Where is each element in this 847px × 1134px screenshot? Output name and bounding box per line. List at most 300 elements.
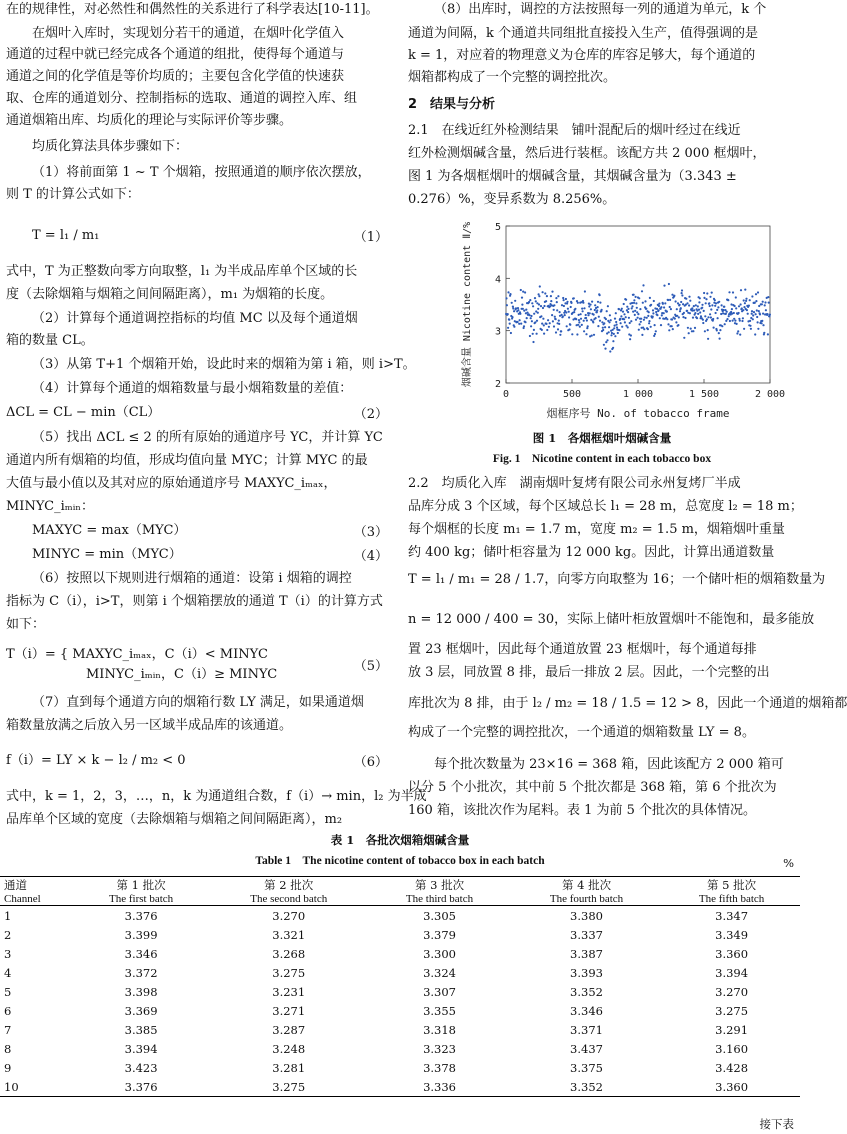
data-point [546, 295, 548, 297]
value-cell: 3.323 [423, 1041, 456, 1056]
data-point [718, 301, 720, 303]
data-point [653, 335, 655, 337]
data-point [715, 302, 717, 304]
data-point [752, 314, 754, 316]
data-point [686, 310, 688, 312]
data-point [696, 317, 698, 319]
data-point [641, 334, 643, 336]
text-line: 品库单个区域的宽度（去除烟箱与烟箱之间间隔距离），m₂ [6, 812, 343, 827]
data-point [623, 318, 625, 320]
text-line: T = l₁ / m₁ = 28 / 1.7，向零方向取整为 16；一个储叶柜的烟箱数量为 [408, 572, 826, 587]
data-point [610, 319, 612, 321]
data-point [545, 300, 547, 302]
header-cn: 第 3 批次 [414, 878, 465, 892]
data-point [641, 290, 643, 292]
data-point [552, 320, 554, 322]
data-point [643, 328, 645, 330]
data-point [755, 313, 757, 315]
value-cell: 3.378 [423, 1060, 456, 1075]
data-point [615, 321, 617, 323]
data-point [692, 317, 694, 319]
channel-cell: 9 [4, 1060, 12, 1075]
data-point [679, 304, 681, 306]
data-point [755, 300, 757, 302]
data-point [618, 329, 620, 331]
text-line: 则 T 的计算公式如下： [6, 187, 140, 202]
text-line: 烟箱都构成了一个完整的调控批次。 [408, 70, 617, 85]
data-point [741, 307, 743, 309]
data-point [629, 338, 631, 340]
data-point [654, 333, 656, 335]
value-cell: 3.394 [715, 965, 749, 980]
data-point [530, 325, 532, 327]
data-point [568, 328, 570, 330]
data-point [709, 305, 711, 307]
text-line: （4）计算每个通道的烟箱数量与最小烟箱数量的差值： [32, 381, 353, 396]
data-point [573, 297, 575, 299]
value-cell: 3.270 [272, 908, 306, 923]
data-point [593, 334, 595, 336]
data-point [756, 309, 758, 311]
table-row [0, 982, 800, 1001]
data-point [729, 320, 731, 322]
data-point [682, 316, 684, 318]
data-point [614, 335, 616, 337]
table-row [0, 944, 800, 963]
data-point [571, 333, 573, 335]
data-point [615, 312, 617, 314]
data-point [591, 301, 593, 303]
value-cell: 3.275 [272, 965, 306, 980]
data-point [725, 313, 727, 315]
data-point [736, 323, 738, 325]
data-point [663, 312, 665, 314]
data-point [704, 330, 706, 332]
data-point [646, 317, 648, 319]
data-point [744, 302, 746, 304]
data-point [765, 309, 767, 311]
data-point [730, 303, 732, 305]
data-point [558, 320, 560, 322]
data-point [616, 324, 618, 326]
text-line: 在的规律性，对必然性和偶然性的关系进行了科学表达[10-11]。 [6, 2, 379, 17]
data-point [585, 317, 587, 319]
data-point [769, 314, 771, 316]
data-point [680, 307, 682, 309]
data-point [716, 309, 718, 311]
data-point [513, 326, 515, 328]
data-point [562, 316, 564, 318]
data-point [585, 314, 587, 316]
data-point [578, 319, 580, 321]
data-point [599, 320, 601, 322]
data-point [622, 311, 624, 313]
data-point [726, 311, 728, 313]
value-cell: 3.231 [272, 984, 306, 999]
data-point [594, 309, 596, 311]
equation-6: f（i）= LY × k − l₂ / m₂ < 0 [6, 753, 186, 768]
data-point [544, 292, 546, 294]
data-point [745, 298, 747, 300]
data-point [749, 299, 751, 301]
value-cell: 3.372 [124, 965, 158, 980]
data-point [541, 329, 543, 331]
table-header-row [0, 877, 800, 906]
equation-5-line-1: T（i）= { MAXYC_iₘₐₓ，C（i）< MINYC [6, 647, 268, 662]
data-point [528, 301, 530, 303]
y-tick-label: 2 [494, 379, 501, 390]
table-row [0, 1020, 800, 1039]
data-point [528, 314, 530, 316]
data-point [733, 312, 735, 314]
data-point [666, 318, 668, 320]
equation-2: ΔCL = CL − min（CL） [6, 405, 161, 420]
data-point [648, 320, 650, 322]
value-cell: 3.305 [423, 908, 456, 923]
data-point [647, 315, 649, 317]
data-point [644, 300, 646, 302]
data-point [597, 301, 599, 303]
data-point [547, 319, 549, 321]
data-point [629, 322, 631, 324]
data-point [596, 309, 598, 311]
text-line: 放 3 层，同放置 8 排，最后一排放 2 层。因此，一个完整的出 [408, 665, 770, 680]
header-en: The second batch [250, 893, 328, 905]
data-point [556, 309, 558, 311]
data-point [540, 305, 542, 307]
channel-cell: 10 [0, 1077, 74, 1097]
data-point [719, 329, 721, 331]
data-point [632, 311, 634, 313]
data-point [720, 313, 722, 315]
data-point [753, 311, 755, 313]
y-tick-label: 4 [494, 274, 501, 286]
data-point [518, 323, 520, 325]
data-point [701, 307, 703, 309]
value-cell: 3.352 [510, 1077, 663, 1097]
nicotine-table [0, 876, 800, 1097]
data-point [723, 306, 725, 308]
data-point [565, 298, 567, 300]
header-batch-1 [74, 877, 208, 906]
data-point [555, 331, 557, 333]
data-point [742, 317, 744, 319]
data-point [663, 306, 665, 308]
header-batch-4 [510, 877, 663, 906]
data-point [762, 324, 764, 326]
data-point [699, 297, 701, 299]
data-point [699, 311, 701, 313]
text-line: （2）计算每个通道调控指标的均值 MC 以及每个通道烟 [32, 311, 358, 326]
data-point [722, 312, 724, 314]
table-row [0, 963, 800, 982]
data-point [554, 316, 556, 318]
data-point [671, 294, 673, 296]
data-point [768, 302, 770, 304]
data-point [583, 330, 585, 332]
data-point [631, 302, 633, 304]
data-point [755, 293, 757, 295]
data-point [688, 296, 690, 298]
value-cell: 3.385 [124, 1022, 158, 1037]
value-cell: 3.375 [570, 1060, 603, 1075]
data-point [728, 315, 730, 317]
data-point [534, 297, 536, 299]
x-tick-label: 0 [502, 389, 510, 400]
data-point [634, 310, 636, 312]
data-point [532, 333, 534, 335]
data-point [625, 316, 627, 318]
data-point [707, 316, 709, 318]
text-line: 度（去除烟箱与烟箱之间间隔距离），m₁ 为烟箱的长度。 [6, 287, 334, 302]
data-point [562, 297, 564, 299]
data-point [666, 310, 668, 312]
data-point [709, 313, 711, 315]
header-batch-5 [663, 877, 800, 906]
data-point [640, 321, 642, 323]
data-point [532, 341, 534, 343]
data-point [521, 304, 523, 306]
text-line: 构成了一个完整的调控批次，一个通道的烟箱数量 LY = 8。 [408, 725, 755, 740]
header-cn: 第 2 批次 [264, 878, 314, 892]
text-line: 式中，T 为正整数向零方向取整，l₁ 为半成品库单个区域的长 [6, 264, 358, 279]
data-point [531, 302, 533, 304]
data-point [693, 309, 695, 311]
value-cell: 3.398 [124, 984, 158, 999]
data-point [635, 319, 637, 321]
data-point [678, 316, 680, 318]
data-point [655, 330, 657, 332]
data-point [743, 328, 745, 330]
data-point [515, 307, 517, 309]
data-point [607, 305, 609, 307]
value-cell: 3.287 [272, 1022, 306, 1037]
text-line: 如下： [6, 617, 46, 632]
data-point [638, 329, 640, 331]
value-cell: 3.380 [570, 908, 603, 923]
data-point [551, 291, 553, 293]
data-point [546, 329, 548, 331]
data-point [627, 311, 629, 313]
data-point [758, 305, 760, 307]
data-point [601, 321, 603, 323]
data-point [568, 316, 570, 318]
data-point [689, 300, 691, 302]
data-point [540, 315, 542, 317]
data-point [654, 324, 656, 326]
data-point [558, 323, 560, 325]
data-point [576, 333, 578, 335]
data-point [761, 322, 763, 324]
data-point [585, 333, 587, 335]
text-line: 箱的数量 CL。 [6, 333, 94, 348]
data-point [534, 321, 536, 323]
data-point [690, 328, 692, 330]
data-point [513, 310, 515, 312]
data-point [743, 306, 745, 308]
data-point [583, 307, 585, 309]
data-point [748, 305, 750, 307]
data-point [598, 316, 600, 318]
data-point [543, 333, 545, 335]
figure-1-caption-en: Fig. 1 Nicotine content in each tobacco box [492, 453, 712, 465]
data-point [677, 324, 679, 326]
value-cell: 3.371 [570, 1022, 603, 1037]
data-point [614, 325, 616, 327]
data-point [536, 333, 538, 335]
data-point [653, 300, 655, 302]
data-point [714, 305, 716, 307]
data-point [559, 311, 561, 313]
data-point [550, 295, 552, 297]
data-point [578, 314, 580, 316]
text-line: 通道烟箱出库、均质化的理论与实际评价等步骤。 [6, 113, 293, 128]
data-point [650, 304, 652, 306]
text-line: （5）找出 ΔCL ≤ 2 的所有原始的通道序号 YC，并计算 YC [32, 430, 383, 445]
header-batch-3 [369, 877, 510, 906]
data-point [689, 312, 691, 314]
data-point [512, 306, 514, 308]
data-point [741, 320, 743, 322]
data-point [610, 334, 612, 336]
data-point [761, 320, 763, 322]
data-point [673, 295, 675, 297]
data-point [668, 283, 670, 285]
data-point [669, 299, 671, 301]
text-line: 2.1 在线近红外检测结果 铺叶混配后的烟叶经过在线近 [408, 123, 741, 138]
data-point [635, 302, 637, 304]
data-point [644, 316, 646, 318]
data-point [718, 332, 720, 334]
value-cell: 3.291 [715, 1022, 749, 1037]
data-point [631, 307, 633, 309]
data-point [642, 284, 644, 286]
data-point [767, 333, 769, 335]
value-cell: 3.271 [272, 1003, 306, 1018]
data-point [559, 334, 561, 336]
value-cell: 3.437 [570, 1041, 603, 1056]
data-point [648, 322, 650, 324]
data-point [620, 322, 622, 324]
data-point [724, 323, 726, 325]
data-point [620, 315, 622, 317]
data-point [566, 301, 568, 303]
table-row [0, 1058, 800, 1077]
figure-1-scatter-plot [448, 218, 786, 423]
data-point [719, 338, 721, 340]
data-point [548, 326, 550, 328]
text-line: （8）出库时，调控的方法按照每一列的通道为单元，k 个 [434, 2, 767, 17]
data-point [703, 292, 705, 294]
data-point [573, 311, 575, 313]
value-cell: 3.337 [570, 927, 603, 942]
data-point [698, 309, 700, 311]
y-axis-label: 烟碱含量 Nicotine content Ⅱ/% [462, 221, 473, 388]
text-line: 以分 5 个小批次，其中前 5 个批次都是 368 箱，第 6 个批次为 [408, 780, 777, 795]
data-point [687, 327, 689, 329]
channel-cell: 8 [4, 1041, 12, 1056]
data-point [706, 318, 708, 320]
data-point [626, 306, 628, 308]
data-point [727, 299, 729, 301]
table-1-title-en: Table 1 The nicotine content of tobacco box in each batch [255, 855, 545, 867]
data-point [749, 320, 751, 322]
data-point [757, 328, 759, 330]
value-cell: 3.281 [272, 1060, 306, 1075]
data-point [707, 338, 709, 340]
data-point [749, 325, 751, 327]
data-point [691, 307, 693, 309]
value-cell: 3.428 [715, 1060, 749, 1075]
value-cell: 3.399 [124, 927, 158, 942]
data-point [639, 323, 641, 325]
header-cn: 第 4 批次 [561, 878, 612, 892]
data-point [612, 340, 614, 342]
equation-number: （5） [353, 659, 388, 674]
value-cell: 3.394 [124, 1041, 158, 1056]
data-point [694, 327, 696, 329]
data-point [599, 302, 601, 304]
data-point [542, 318, 544, 320]
x-axis-label: 烟框序号 No. of tobacco frame [546, 407, 730, 420]
data-point [759, 313, 761, 315]
text-line: 2.2 均质化入库 湖南烟叶复烤有限公司永州复烤厂半成 [408, 476, 741, 491]
data-point [683, 312, 685, 314]
header-channel [0, 877, 74, 906]
data-point [570, 302, 572, 304]
data-point [574, 308, 576, 310]
table-row [0, 906, 800, 926]
table-row [0, 1001, 800, 1020]
data-point [703, 310, 705, 312]
data-point [754, 302, 756, 304]
data-point [735, 307, 737, 309]
y-tick-label: 5 [494, 222, 501, 233]
data-point [655, 311, 657, 313]
equation-number: （1） [353, 230, 388, 245]
data-point [609, 314, 611, 316]
data-point [737, 330, 739, 332]
equation-number: （3） [353, 525, 388, 540]
data-point [734, 320, 736, 322]
data-point [702, 322, 704, 324]
data-point [587, 314, 589, 316]
data-point [731, 308, 733, 310]
data-point [627, 326, 629, 328]
data-point [565, 311, 567, 313]
data-point [614, 318, 616, 320]
x-tick-label: 2 000 [754, 389, 786, 400]
text-line: 指标为 C（i），i>T，则第 i 个烟箱摆放的通道 T（i）的计算方式 [6, 594, 383, 609]
data-point [766, 313, 768, 315]
data-point [575, 318, 577, 320]
data-point [715, 312, 717, 314]
value-cell: 3.379 [423, 927, 456, 942]
value-cell: 3.369 [124, 1003, 158, 1018]
text-line: MINYC_iₘᵢₙ： [6, 499, 94, 514]
equation-number: （2） [353, 407, 388, 422]
data-point [602, 329, 604, 331]
data-point [667, 299, 669, 301]
data-point [531, 320, 533, 322]
header-cn: 通道 [4, 878, 27, 892]
data-point [681, 289, 683, 291]
data-point [510, 332, 512, 334]
data-point [517, 309, 519, 311]
text-line: 通道内所有烟箱的均值，形成均值向量 MYC；计算 MYC 的最 [6, 453, 368, 468]
data-point [623, 303, 625, 305]
data-point [688, 332, 690, 334]
